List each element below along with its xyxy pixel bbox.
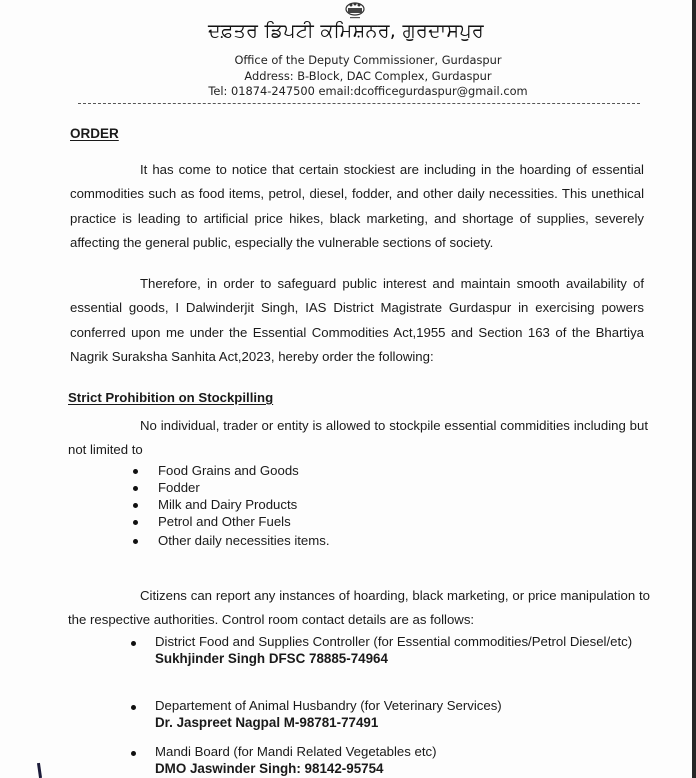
- commodity-list: [130, 462, 330, 549]
- prohibition-heading: Strict Prohibition on Stockpilling: [68, 390, 274, 405]
- list-item: [130, 513, 330, 530]
- paragraph-reporting: [68, 584, 650, 633]
- contact-department: District Food and Supplies Controller (for Essential commodities/Petrol Diesel/etc): [155, 634, 633, 649]
- pen-mark: [37, 763, 42, 778]
- contact-item-food-supplies: [128, 634, 650, 667]
- contact-item-animal-husbandry: [128, 698, 650, 731]
- bullet-icon: [133, 486, 138, 491]
- header-divider: [78, 103, 640, 104]
- list-item-text: Milk and Dairy Products: [158, 497, 298, 512]
- bullet-icon: [133, 520, 138, 525]
- list-item: [130, 532, 330, 549]
- bullet-icon: [133, 539, 138, 544]
- paragraph-authority-text: Therefore, in order to safeguard public interest and maintain smooth availability of essential goods, I Dalwinderjit Singh, IAS District Magistrate Gurdaspur in exercising powers conferred upon me under the Essential Commodities Act,1955 and Section 163 of the Bhartiya Nagrik Suraksha Sanhita Act,2023, hereby order the following:: [70, 276, 644, 364]
- list-item: [130, 479, 330, 496]
- office-name: Office of the Deputy Commissioner, Gurdaspur: [234, 53, 502, 67]
- paragraph-notice-text: It has come to notice that certain stockiest are including in the hoarding of essential commodities such as food items, petrol, diesel, fodder, and other daily necessities. This unethical practice is leading to artificial price hikes, black marketing, and shortage of supplies, severely affecting the general public, especially the vulnerable sections of society.: [70, 162, 644, 250]
- list-item-text: Other daily necessities items.: [158, 533, 330, 548]
- paragraph-notice: [70, 158, 644, 255]
- contact-department: Mandi Board (for Mandi Related Vegetables etc): [155, 744, 437, 759]
- list-item: [130, 462, 330, 479]
- list-item: [130, 496, 330, 513]
- bullet-icon: [131, 751, 136, 756]
- government-emblem-icon: [342, 1, 368, 21]
- bullet-icon: [131, 705, 136, 710]
- list-item-text: Fodder: [158, 480, 200, 495]
- paragraph-prohibition: [68, 414, 648, 463]
- office-address: Address: B-Block, DAC Complex, Gurdaspur: [244, 69, 492, 83]
- contact-officer: Dr. Jaspreet Nagpal M-98781-77491: [155, 715, 379, 730]
- bullet-icon: [131, 641, 136, 646]
- paragraph-authority: [70, 272, 644, 369]
- list-item-text: Food Grains and Goods: [158, 463, 299, 478]
- page-edge-border: [692, 0, 696, 778]
- contact-officer: Sukhjinder Singh DFSC 78885-74964: [155, 651, 388, 666]
- list-item-text: Petrol and Other Fuels: [158, 514, 291, 529]
- office-contact: Tel: 01874-247500 email:dcofficegurdaspur@gmail.com: [208, 84, 528, 98]
- contact-department: Departement of Animal Husbandry (for Veterinary Services): [155, 698, 502, 713]
- office-title-punjabi: ਦਫ਼ਤਰ ਡਿਪਟੀ ਕਮਿਸ਼ਨਰ, ਗੁਰਦਾਸਪੁਰ: [208, 20, 484, 42]
- paragraph-reporting-text: Citizens can report any instances of hoarding, black marketing, or price manipulation to the respective authorities. Control room contact details are as follows:: [68, 588, 650, 628]
- paragraph-prohibition-text: No individual, trader or entity is allowed to stockpile essential commidities including but not limited to: [68, 418, 648, 458]
- contact-officer: DMO Jaswinder Singh: 98142-95754: [155, 761, 384, 776]
- bullet-icon: [133, 469, 138, 474]
- bullet-icon: [133, 503, 138, 508]
- contact-item-mandi-board: [128, 744, 650, 777]
- order-heading: ORDER: [70, 126, 119, 141]
